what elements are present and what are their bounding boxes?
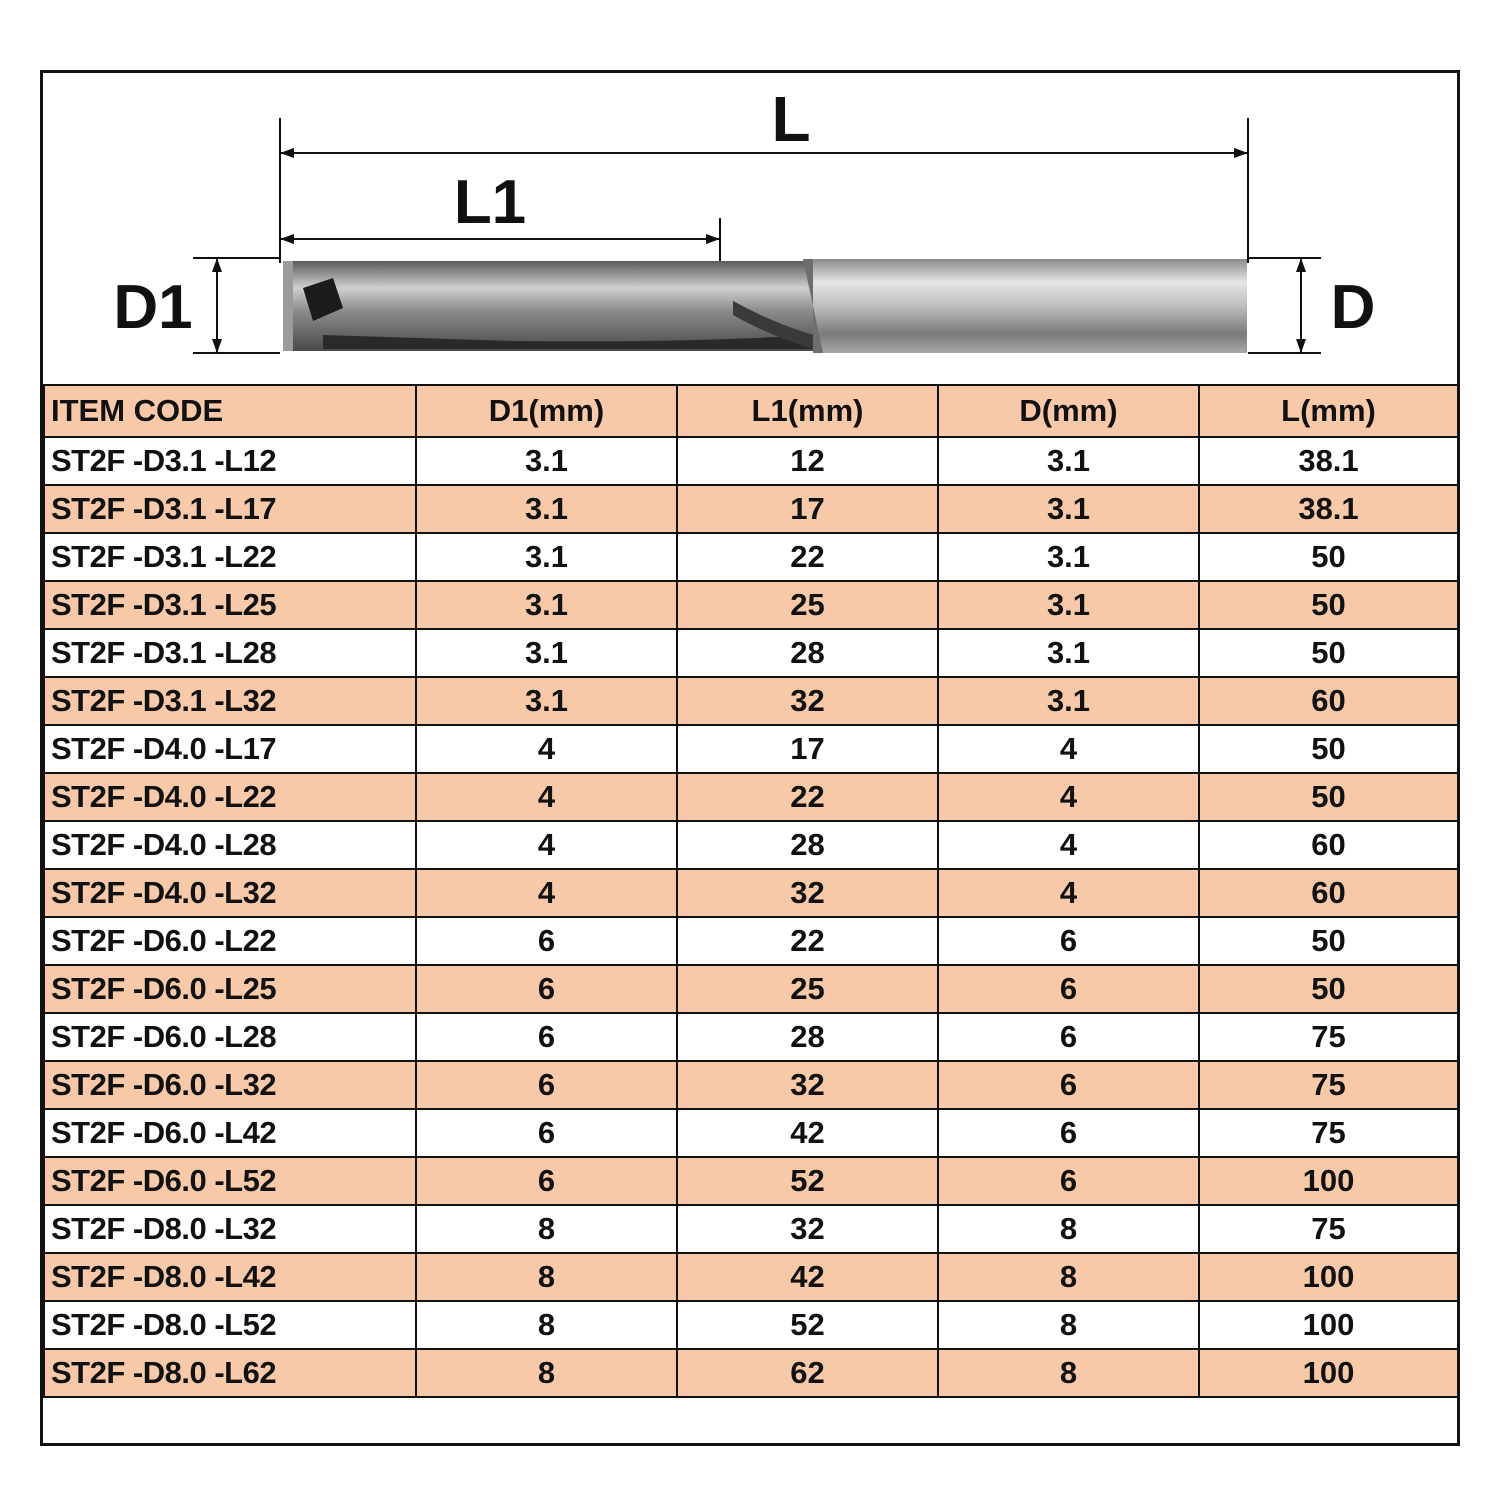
cell-d: 8 xyxy=(938,1349,1199,1397)
cell-l: 60 xyxy=(1199,821,1458,869)
cell-d: 4 xyxy=(938,821,1199,869)
cell-item-code: ST2F -D6.0 -L25 xyxy=(44,965,416,1013)
cell-d1: 6 xyxy=(416,917,677,965)
cell-l: 75 xyxy=(1199,1061,1458,1109)
cell-d1: 3.1 xyxy=(416,533,677,581)
cell-item-code: ST2F -D4.0 -L17 xyxy=(44,725,416,773)
cell-l1: 28 xyxy=(677,821,938,869)
cell-item-code: ST2F -D3.1 -L25 xyxy=(44,581,416,629)
cell-item-code: ST2F -D6.0 -L28 xyxy=(44,1013,416,1061)
header-l1: L1(mm) xyxy=(677,385,938,437)
cell-l: 50 xyxy=(1199,629,1458,677)
cell-l1: 17 xyxy=(677,725,938,773)
cell-d1: 4 xyxy=(416,725,677,773)
cell-item-code: ST2F -D6.0 -L32 xyxy=(44,1061,416,1109)
header-item-code: ITEM CODE xyxy=(44,385,416,437)
cell-l: 50 xyxy=(1199,533,1458,581)
dimension-diagram xyxy=(43,73,1457,383)
table-row xyxy=(44,533,1458,581)
cell-l: 75 xyxy=(1199,1013,1458,1061)
cell-item-code: ST2F -D4.0 -L22 xyxy=(44,773,416,821)
cell-item-code: ST2F -D3.1 -L22 xyxy=(44,533,416,581)
table-row xyxy=(44,1061,1458,1109)
cell-l: 38.1 xyxy=(1199,437,1458,485)
cell-item-code: ST2F -D6.0 -L52 xyxy=(44,1157,416,1205)
cell-l1: 62 xyxy=(677,1349,938,1397)
cell-item-code: ST2F -D8.0 -L52 xyxy=(44,1301,416,1349)
cell-d1: 8 xyxy=(416,1253,677,1301)
dimension-L1 xyxy=(280,168,720,271)
table-row xyxy=(44,629,1458,677)
cell-l1: 22 xyxy=(677,773,938,821)
cell-d1: 6 xyxy=(416,965,677,1013)
cell-l: 60 xyxy=(1199,677,1458,725)
cell-d1: 3.1 xyxy=(416,437,677,485)
table-row xyxy=(44,1349,1458,1397)
cell-item-code: ST2F -D3.1 -L28 xyxy=(44,629,416,677)
header-l: L(mm) xyxy=(1199,385,1458,437)
cell-d: 4 xyxy=(938,869,1199,917)
table-row xyxy=(44,1253,1458,1301)
label-D: D xyxy=(1330,273,1376,342)
table-row xyxy=(44,1013,1458,1061)
table-row xyxy=(44,965,1458,1013)
table-row xyxy=(44,1157,1458,1205)
cell-l1: 22 xyxy=(677,917,938,965)
cell-d1: 6 xyxy=(416,1109,677,1157)
cell-l: 50 xyxy=(1199,725,1458,773)
cell-l1: 32 xyxy=(677,1205,938,1253)
cell-d1: 3.1 xyxy=(416,677,677,725)
table-row xyxy=(44,437,1458,485)
cell-d: 6 xyxy=(938,1109,1199,1157)
cell-d: 8 xyxy=(938,1301,1199,1349)
label-L1: L1 xyxy=(453,168,527,237)
cell-item-code: ST2F -D3.1 -L17 xyxy=(44,485,416,533)
header-d: D(mm) xyxy=(938,385,1199,437)
cell-d: 6 xyxy=(938,1013,1199,1061)
cell-d: 4 xyxy=(938,725,1199,773)
cell-d1: 4 xyxy=(416,821,677,869)
cell-item-code: ST2F -D6.0 -L22 xyxy=(44,917,416,965)
cell-d1: 8 xyxy=(416,1301,677,1349)
router-bit-picture xyxy=(283,259,1247,353)
cell-l1: 28 xyxy=(677,1013,938,1061)
cell-l: 50 xyxy=(1199,965,1458,1013)
cell-d1: 3.1 xyxy=(416,581,677,629)
table-row xyxy=(44,677,1458,725)
header-d1: D1(mm) xyxy=(416,385,677,437)
table-row xyxy=(44,725,1458,773)
cell-l1: 42 xyxy=(677,1109,938,1157)
cell-item-code: ST2F -D8.0 -L42 xyxy=(44,1253,416,1301)
cell-d: 3.1 xyxy=(938,437,1199,485)
cell-item-code: ST2F -D6.0 -L42 xyxy=(44,1109,416,1157)
cell-l1: 32 xyxy=(677,677,938,725)
cell-item-code: ST2F -D3.1 -L12 xyxy=(44,437,416,485)
table-row xyxy=(44,485,1458,533)
cell-l1: 32 xyxy=(677,869,938,917)
cell-l: 50 xyxy=(1199,581,1458,629)
label-L: L xyxy=(771,83,811,155)
table-row xyxy=(44,581,1458,629)
table-row xyxy=(44,773,1458,821)
dimension-D xyxy=(1248,258,1375,353)
cell-l: 100 xyxy=(1199,1253,1458,1301)
cell-d: 6 xyxy=(938,917,1199,965)
cell-d1: 6 xyxy=(416,1061,677,1109)
cell-d1: 4 xyxy=(416,773,677,821)
specification-table xyxy=(43,384,1459,1398)
cell-d: 3.1 xyxy=(938,533,1199,581)
cell-l: 100 xyxy=(1199,1301,1458,1349)
cell-d1: 8 xyxy=(416,1349,677,1397)
table-row xyxy=(44,821,1458,869)
cell-l1: 52 xyxy=(677,1301,938,1349)
cell-l1: 42 xyxy=(677,1253,938,1301)
cell-d1: 4 xyxy=(416,869,677,917)
cell-item-code: ST2F -D8.0 -L62 xyxy=(44,1349,416,1397)
cell-d: 6 xyxy=(938,965,1199,1013)
cell-l: 38.1 xyxy=(1199,485,1458,533)
cell-item-code: ST2F -D8.0 -L32 xyxy=(44,1205,416,1253)
cell-d: 3.1 xyxy=(938,485,1199,533)
cell-d: 6 xyxy=(938,1061,1199,1109)
cell-d1: 3.1 xyxy=(416,629,677,677)
cell-l1: 52 xyxy=(677,1157,938,1205)
table-row xyxy=(44,1205,1458,1253)
cell-l: 100 xyxy=(1199,1349,1458,1397)
cell-item-code: ST2F -D4.0 -L28 xyxy=(44,821,416,869)
cell-d: 3.1 xyxy=(938,677,1199,725)
cell-l1: 25 xyxy=(677,581,938,629)
cell-l1: 12 xyxy=(677,437,938,485)
cell-l1: 32 xyxy=(677,1061,938,1109)
cell-d: 8 xyxy=(938,1253,1199,1301)
table-row xyxy=(44,917,1458,965)
cell-d: 3.1 xyxy=(938,581,1199,629)
table-header-row xyxy=(44,385,1458,437)
cell-l: 50 xyxy=(1199,917,1458,965)
table-row xyxy=(44,1109,1458,1157)
cell-l: 60 xyxy=(1199,869,1458,917)
cell-d1: 6 xyxy=(416,1157,677,1205)
cell-d1: 6 xyxy=(416,1013,677,1061)
spec-sheet xyxy=(40,70,1460,1446)
cell-l1: 25 xyxy=(677,965,938,1013)
cell-l: 50 xyxy=(1199,773,1458,821)
dimension-D1 xyxy=(113,258,280,353)
cell-d: 8 xyxy=(938,1205,1199,1253)
cell-l: 75 xyxy=(1199,1205,1458,1253)
cell-l: 100 xyxy=(1199,1157,1458,1205)
cell-l: 75 xyxy=(1199,1109,1458,1157)
cell-item-code: ST2F -D3.1 -L32 xyxy=(44,677,416,725)
cell-l1: 17 xyxy=(677,485,938,533)
table-row xyxy=(44,1301,1458,1349)
label-D1: D1 xyxy=(113,273,193,342)
cell-d: 6 xyxy=(938,1157,1199,1205)
cell-d1: 3.1 xyxy=(416,485,677,533)
cell-l1: 22 xyxy=(677,533,938,581)
dimension-L xyxy=(280,83,1248,263)
cell-d: 3.1 xyxy=(938,629,1199,677)
cell-item-code: ST2F -D4.0 -L32 xyxy=(44,869,416,917)
cell-l1: 28 xyxy=(677,629,938,677)
cell-d1: 8 xyxy=(416,1205,677,1253)
cell-d: 4 xyxy=(938,773,1199,821)
table-row xyxy=(44,869,1458,917)
